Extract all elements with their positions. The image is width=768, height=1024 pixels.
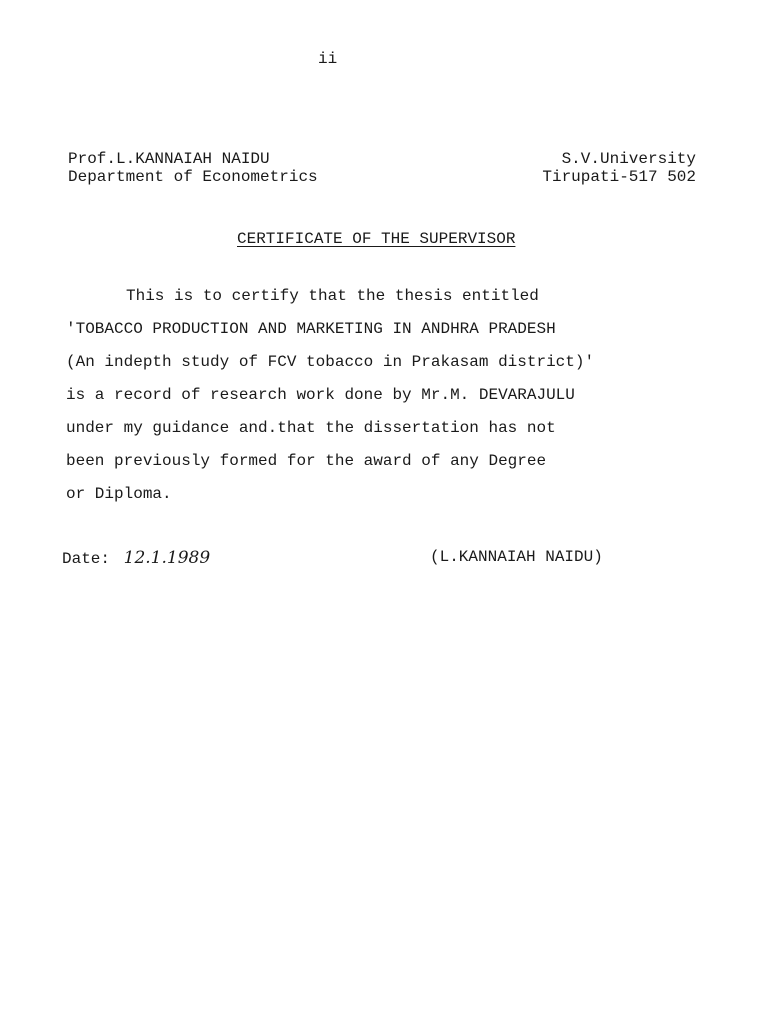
body-line: under my guidance and.that the dissertation has not	[66, 419, 556, 437]
body-line: 'TOBACCO PRODUCTION AND MARKETING IN ANDHRA PRADESH	[66, 320, 556, 338]
page-number: ii	[318, 50, 338, 68]
university-name: S.V.University	[561, 150, 696, 168]
body-line: is a record of research work done by Mr.M. DEVARAJULU	[66, 386, 575, 404]
body-line: (An indepth study of FCV tobacco in Prakasam district)'	[66, 353, 595, 371]
signature-name: (L.KANNAIAH NAIDU)	[430, 548, 603, 566]
university-address: Tirupati-517 502	[542, 168, 696, 186]
date-value: 12.1.1989	[123, 548, 211, 568]
supervisor-header	[68, 150, 318, 186]
body-line: This is to certify that the thesis entitled	[126, 287, 539, 305]
department-name: Department of Econometrics	[68, 168, 318, 186]
supervisor-name: Prof.L.KANNAIAH NAIDU	[68, 150, 270, 168]
certificate-title: CERTIFICATE OF THE SUPERVISOR	[237, 230, 516, 248]
date-label: Date:	[62, 550, 111, 568]
university-header	[542, 150, 696, 186]
certificate-body	[66, 280, 716, 511]
body-line: been previously formed for the award of any Degree	[66, 452, 547, 470]
date-block	[62, 548, 210, 568]
body-line: or Diploma.	[66, 485, 172, 503]
